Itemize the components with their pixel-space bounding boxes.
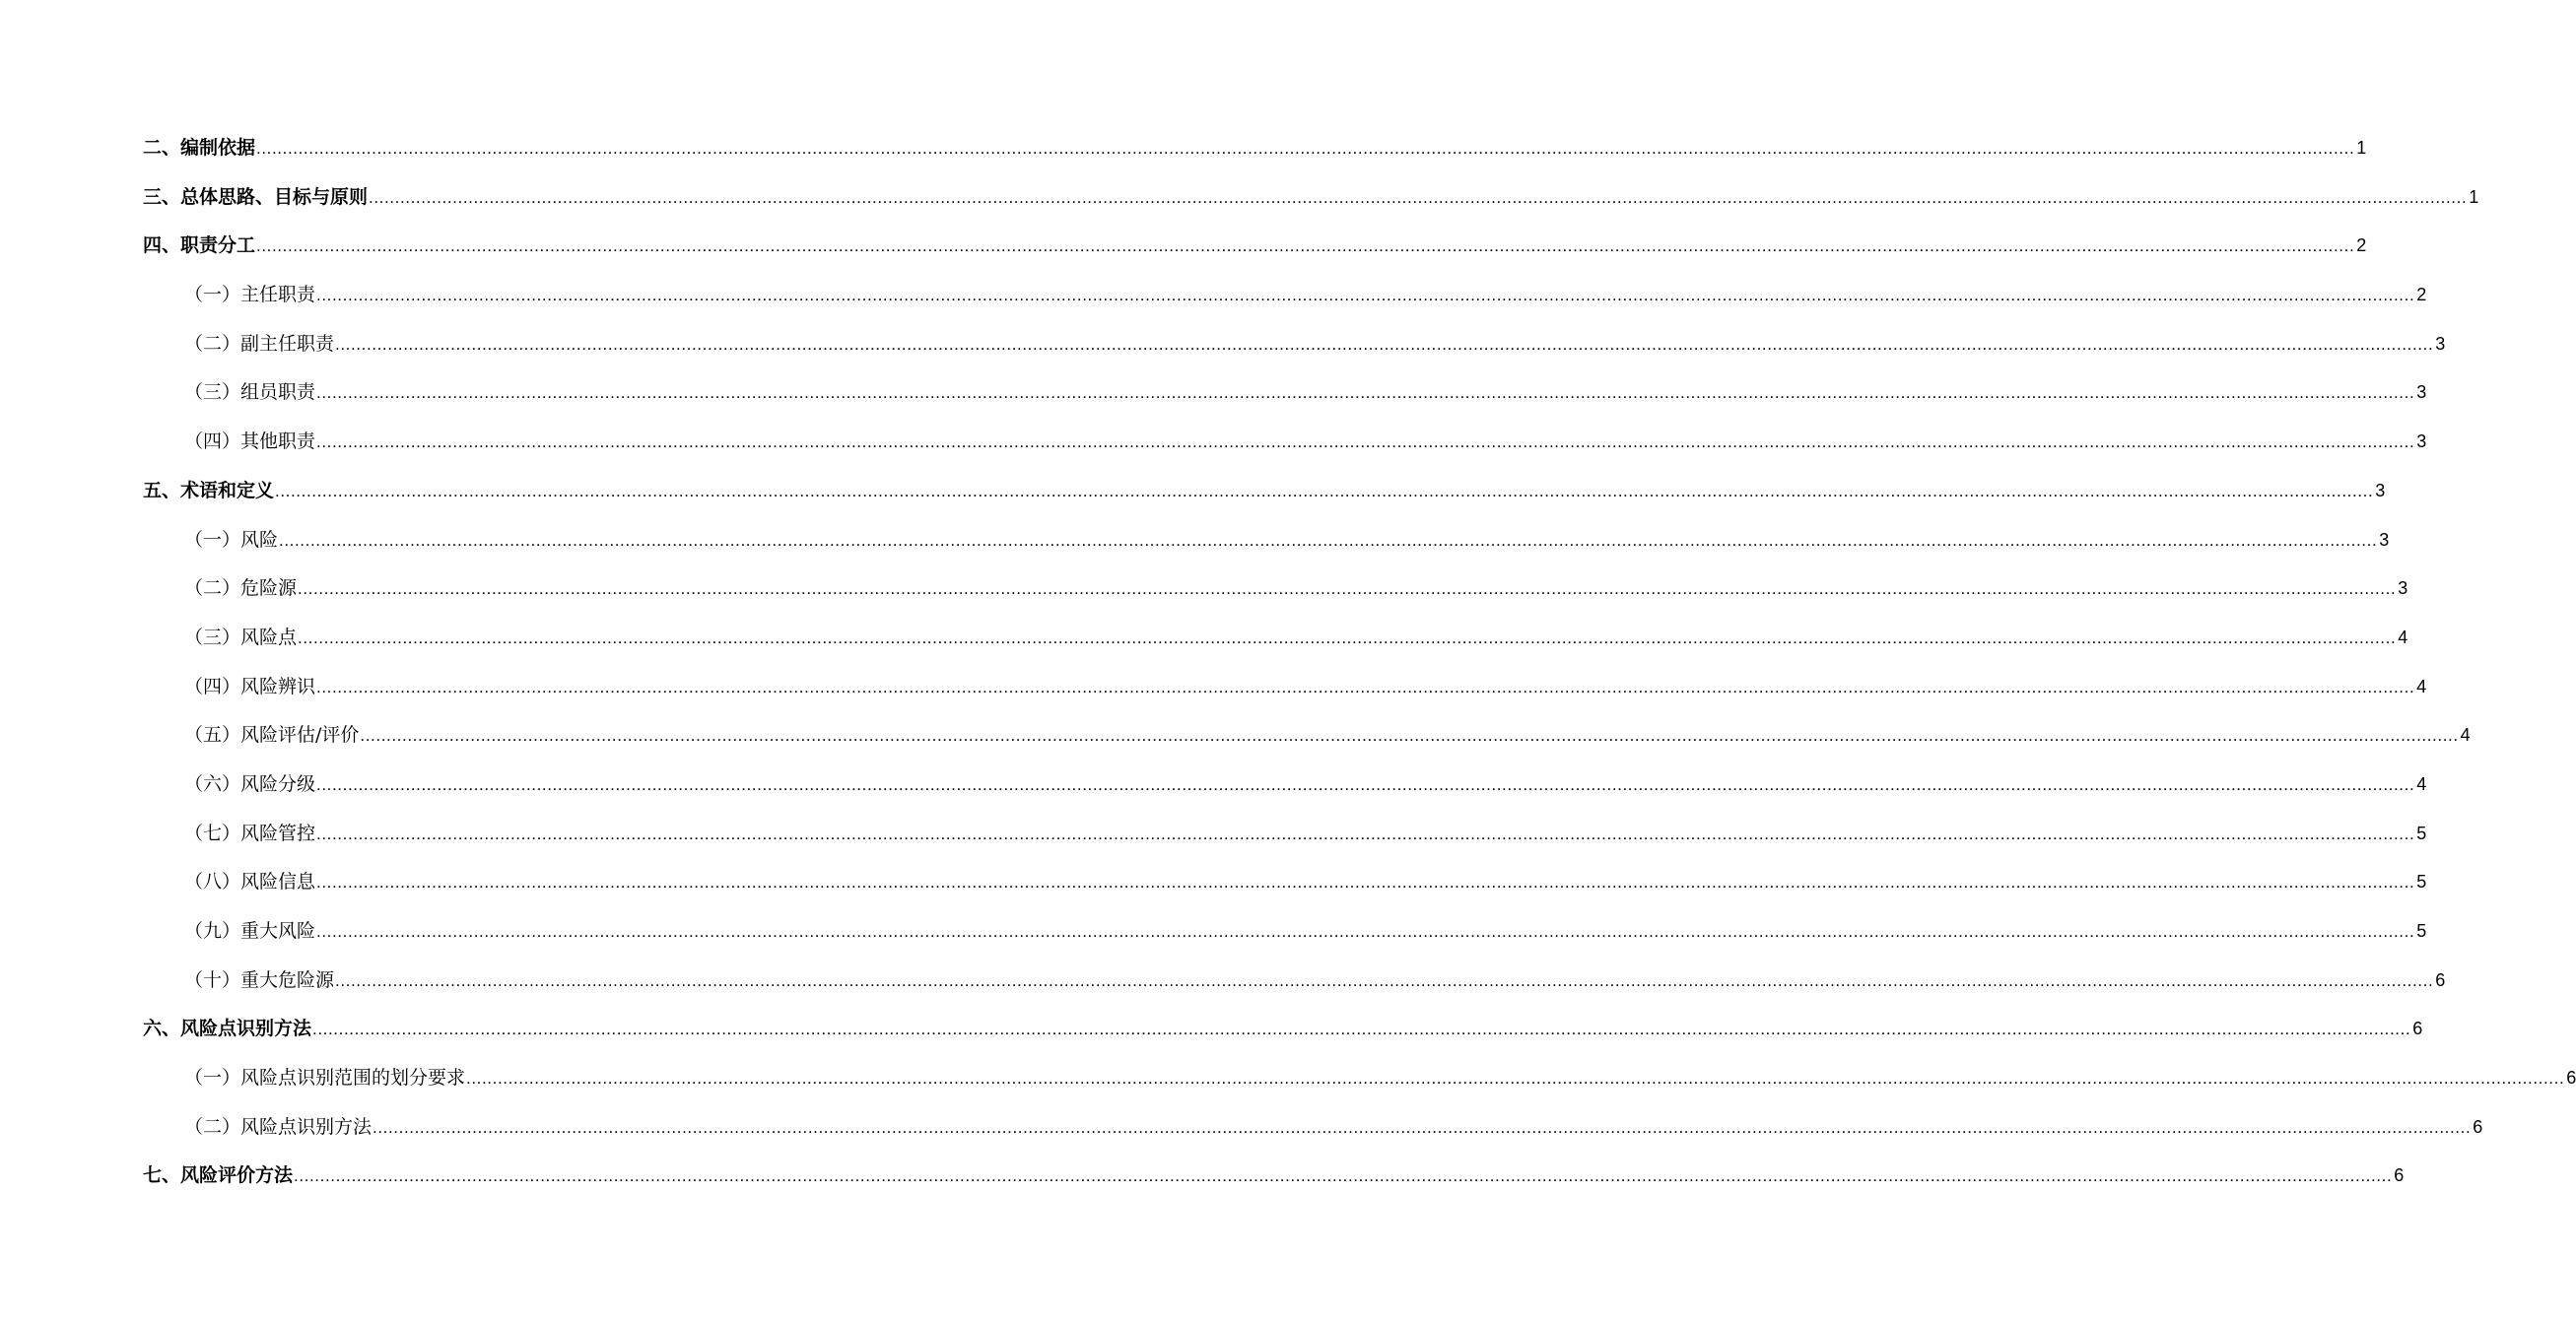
- toc-entry-title: （六）风险分级: [184, 772, 316, 795]
- toc-leader-dots: ................................................................................................................................................................................................................................................................................................................................................................................................................: [316, 774, 2415, 794]
- toc-leader-dots: ................................................................................................................................................................................................................................................................................................................................................................................................................: [316, 873, 2415, 893]
- toc-entry-title: （一）风险点识别范围的划分要求: [184, 1067, 466, 1090]
- toc-page-number: 5: [2416, 823, 2427, 843]
- toc-section-entry[interactable]: [143, 124, 2367, 173]
- toc-entry-title: 四、职责分工: [143, 234, 256, 257]
- toc-subsection-entry[interactable]: [143, 320, 2446, 369]
- toc-leader-dots: ................................................................................................................................................................................................................................................................................................................................................................................................................: [316, 383, 2415, 403]
- toc-leader-dots: ................................................................................................................................................................................................................................................................................................................................................................................................................: [316, 824, 2415, 843]
- toc-entry-title: （四）风险辨识: [184, 675, 316, 697]
- toc-page-number: 5: [2416, 872, 2427, 893]
- toc-leader-dots: ................................................................................................................................................................................................................................................................................................................................................................................................................: [312, 1020, 2411, 1039]
- toc-subsection-entry[interactable]: [143, 614, 2408, 663]
- toc-subsection-entry[interactable]: [143, 711, 2471, 761]
- toc-entry-title: （二）危险源: [184, 577, 298, 600]
- toc-page-number: 3: [2416, 382, 2427, 403]
- toc-leader-dots: ................................................................................................................................................................................................................................................................................................................................................................................................................: [316, 677, 2415, 696]
- toc-section-entry[interactable]: [143, 173, 2479, 223]
- toc-subsection-entry[interactable]: [143, 418, 2427, 467]
- toc-leader-dots: ................................................................................................................................................................................................................................................................................................................................................................................................................: [369, 187, 2468, 207]
- toc-entry-title: （九）重大风险: [184, 920, 316, 942]
- toc-subsection-entry[interactable]: [143, 810, 2427, 859]
- toc-page-number: 3: [2416, 431, 2427, 452]
- toc-subsection-entry[interactable]: [143, 1103, 2483, 1153]
- toc-section-entry[interactable]: [143, 467, 2386, 516]
- toc-page-number: 4: [2398, 627, 2408, 647]
- toc-page-number: 6: [2412, 1019, 2423, 1039]
- toc-entry-title: 七、风险评价方法: [143, 1164, 294, 1187]
- toc-page-number: 1: [2469, 186, 2479, 207]
- toc-leader-dots: ................................................................................................................................................................................................................................................................................................................................................................................................................: [294, 1166, 2393, 1186]
- toc-page-number: 6: [2435, 969, 2446, 990]
- toc-entry-title: （三）组员职责: [184, 381, 316, 404]
- toc-entry-title: （八）风险信息: [184, 871, 316, 894]
- toc-entry-title: （七）风险管控: [184, 822, 316, 844]
- toc-section-entry[interactable]: [143, 1005, 2423, 1054]
- toc-entry-title: 三、总体思路、目标与原则: [143, 185, 369, 208]
- toc-leader-dots: ................................................................................................................................................................................................................................................................................................................................................................................................................: [335, 334, 2434, 354]
- toc-leader-dots: ................................................................................................................................................................................................................................................................................................................................................................................................................: [316, 432, 2415, 452]
- toc-page-number: 4: [2460, 725, 2471, 746]
- toc-subsection-entry[interactable]: [143, 761, 2427, 810]
- toc-page-number: 3: [2379, 529, 2390, 550]
- toc-leader-dots: ................................................................................................................................................................................................................................................................................................................................................................................................................: [298, 628, 2397, 647]
- toc-page-number: 3: [2398, 578, 2408, 599]
- toc-page-number: 4: [2416, 773, 2427, 794]
- toc-page-number: 6: [2566, 1068, 2576, 1089]
- toc-subsection-entry[interactable]: [143, 516, 2390, 565]
- toc-entry-title: （一）风险: [184, 528, 279, 551]
- toc-subsection-entry[interactable]: [143, 957, 2446, 1006]
- toc-page-number: 3: [2435, 333, 2446, 354]
- toc-leader-dots: ................................................................................................................................................................................................................................................................................................................................................................................................................: [335, 970, 2434, 990]
- toc-section-entry[interactable]: [143, 1152, 2405, 1201]
- toc-leader-dots: ................................................................................................................................................................................................................................................................................................................................................................................................................: [298, 579, 2397, 599]
- toc-subsection-entry[interactable]: [143, 858, 2427, 907]
- toc-leader-dots: ................................................................................................................................................................................................................................................................................................................................................................................................................: [373, 1117, 2472, 1137]
- toc-page-number: 2: [2416, 285, 2427, 305]
- toc-entry-title: （一）主任职责: [184, 284, 316, 306]
- toc-page-number: 4: [2416, 676, 2427, 696]
- toc-leader-dots: ................................................................................................................................................................................................................................................................................................................................................................................................................: [360, 726, 2459, 746]
- toc-page-number: 2: [2356, 235, 2367, 256]
- toc-entry-title: （十）重大危险源: [184, 968, 335, 991]
- toc-leader-dots: ................................................................................................................................................................................................................................................................................................................................................................................................................: [275, 481, 2374, 500]
- toc-entry-title: （五）风险评估/评价: [184, 724, 360, 747]
- toc-leader-dots: ................................................................................................................................................................................................................................................................................................................................................................................................................: [466, 1069, 2565, 1089]
- toc-page-number: 6: [2473, 1116, 2483, 1137]
- toc-leader-dots: ................................................................................................................................................................................................................................................................................................................................................................................................................: [316, 922, 2415, 941]
- toc-subsection-entry[interactable]: [143, 271, 2427, 320]
- toc-entry-title: （四）其他职责: [184, 430, 316, 453]
- toc-entry-title: （三）风险点: [184, 626, 298, 648]
- toc-leader-dots: ................................................................................................................................................................................................................................................................................................................................................................................................................: [256, 236, 2355, 256]
- toc-entry-title: （二）风险点识别方法: [184, 1115, 373, 1138]
- toc-subsection-entry[interactable]: [143, 907, 2427, 957]
- toc-entry-title: （二）副主任职责: [184, 332, 335, 355]
- toc-subsection-entry[interactable]: [143, 663, 2427, 712]
- toc-page-number: 3: [2375, 480, 2386, 500]
- toc-section-entry[interactable]: [143, 222, 2367, 271]
- toc-page-number: 1: [2356, 138, 2367, 158]
- table-of-contents: [143, 124, 2576, 1201]
- toc-leader-dots: ................................................................................................................................................................................................................................................................................................................................................................................................................: [279, 530, 2378, 550]
- toc-subsection-entry[interactable]: [143, 368, 2427, 418]
- toc-entry-title: 二、编制依据: [143, 137, 256, 159]
- toc-leader-dots: ................................................................................................................................................................................................................................................................................................................................................................................................................: [256, 139, 2355, 158]
- toc-entry-title: 五、术语和定义: [143, 479, 275, 501]
- toc-subsection-entry[interactable]: [143, 1054, 2576, 1103]
- toc-page-number: 5: [2416, 921, 2427, 941]
- toc-page-number: 6: [2394, 1165, 2405, 1186]
- toc-subsection-entry[interactable]: [143, 564, 2408, 614]
- toc-leader-dots: ................................................................................................................................................................................................................................................................................................................................................................................................................: [316, 286, 2415, 305]
- toc-entry-title: 六、风险点识别方法: [143, 1018, 312, 1040]
